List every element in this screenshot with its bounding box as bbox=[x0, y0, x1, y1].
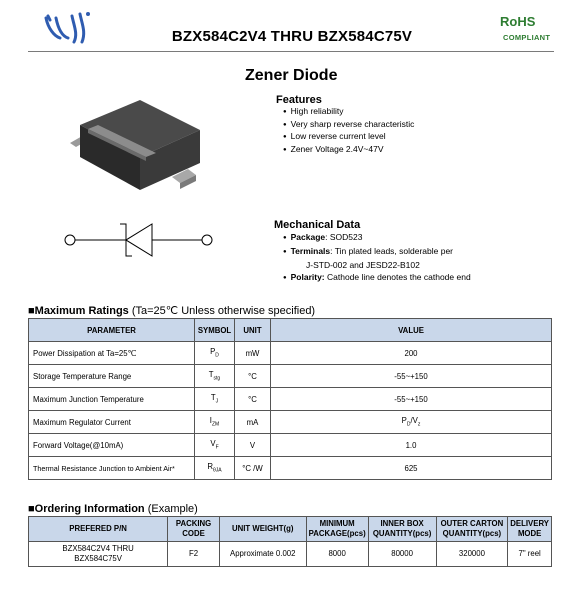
table-row: Thermal Resistance Junction to Ambient Air* $R_{\theta JA}$ °C /W 625 bbox=[29, 457, 552, 480]
column-header: INNER BOX QUANTITY(pcs) bbox=[368, 517, 436, 542]
package-value: : SOD523 bbox=[325, 232, 363, 242]
package-label: Package bbox=[290, 232, 326, 242]
ordering-information-table bbox=[28, 516, 552, 567]
maximum-ratings-heading: ■Maximum Ratings (Ta=25℃ Unless otherwise specified) bbox=[28, 305, 316, 317]
column-header: OUTER CARTON QUANTITY(pcs) bbox=[436, 517, 508, 542]
header-divider bbox=[28, 51, 554, 52]
rohs-compliant-label: COMPLIANT bbox=[503, 33, 551, 42]
column-header: PACKING CODE bbox=[168, 517, 220, 542]
polarity-row: ● Polarity: Cathode line denotes the cathode end bbox=[283, 272, 471, 282]
table-row: Forward Voltage(@10mA) $V_F$ V 1.0 bbox=[29, 434, 552, 457]
column-header: DELIVERY MODE bbox=[508, 517, 552, 542]
polarity-label: Polarity: bbox=[290, 272, 325, 282]
terminals-label: Terminals bbox=[290, 246, 331, 256]
column-header: UNIT bbox=[235, 319, 271, 342]
features-heading: Features bbox=[276, 94, 322, 106]
maximum-ratings-table bbox=[28, 318, 552, 480]
rohs-badge: RoHS bbox=[500, 14, 536, 29]
package-row: ● Package: SOD523 bbox=[283, 232, 363, 242]
table-row: Storage Temperature Range $T_{stg}$ °C -55~+150 bbox=[29, 365, 552, 388]
terminals-row: ● Terminals: Tin plated leads, solderable per bbox=[283, 246, 454, 256]
column-header: PREFERED P/N bbox=[29, 517, 168, 542]
table-row: BZX584C2V4 THRU BZX584C75V F2 Approximate 0.002 8000 80000 320000 7" reel bbox=[29, 542, 552, 567]
column-header: UNIT WEIGHT(g) bbox=[219, 517, 306, 542]
column-header: PARAMETER bbox=[29, 319, 195, 342]
product-subtitle: Zener Diode bbox=[245, 67, 338, 84]
terminals-row-continued: J-STD-002 and JESD22-B102 bbox=[306, 260, 420, 270]
sod523-package-image bbox=[60, 95, 210, 200]
feature-item: ● Low reverse current level bbox=[283, 131, 414, 144]
ordering-information-heading: ■Ordering Information (Example) bbox=[28, 503, 198, 515]
features-list bbox=[283, 106, 414, 156]
table-row: Maximum Regulator Current $I_{ZM}$ mA $P_D/V_z$ bbox=[29, 411, 552, 434]
table-row: Maximum Junction Temperature $T_J$ °C -55~+150 bbox=[29, 388, 552, 411]
feature-item: ● Very sharp reverse characteristic bbox=[283, 119, 414, 132]
terminals-value: : Tin plated leads, solderable per bbox=[330, 246, 454, 256]
feature-item: ● Zener Voltage 2.4V~47V bbox=[283, 144, 414, 157]
column-header: MINIMUM PACKAGE(pcs) bbox=[306, 517, 368, 542]
feature-item: ● High reliability bbox=[283, 106, 414, 119]
zener-diode-symbol bbox=[60, 210, 220, 270]
table-row: Power Dissipation at Ta=25℃ $P_D$ mW 200 bbox=[29, 342, 552, 365]
mechanical-data-heading: Mechanical Data bbox=[274, 219, 361, 231]
column-header: SYMBOL bbox=[195, 319, 235, 342]
polarity-value: Cathode line denotes the cathode end bbox=[324, 272, 471, 282]
document-title: BZX584C2V4 THRU BZX584C75V bbox=[171, 28, 413, 45]
mechanical-data-list bbox=[283, 231, 471, 285]
column-header: VALUE bbox=[271, 319, 552, 342]
